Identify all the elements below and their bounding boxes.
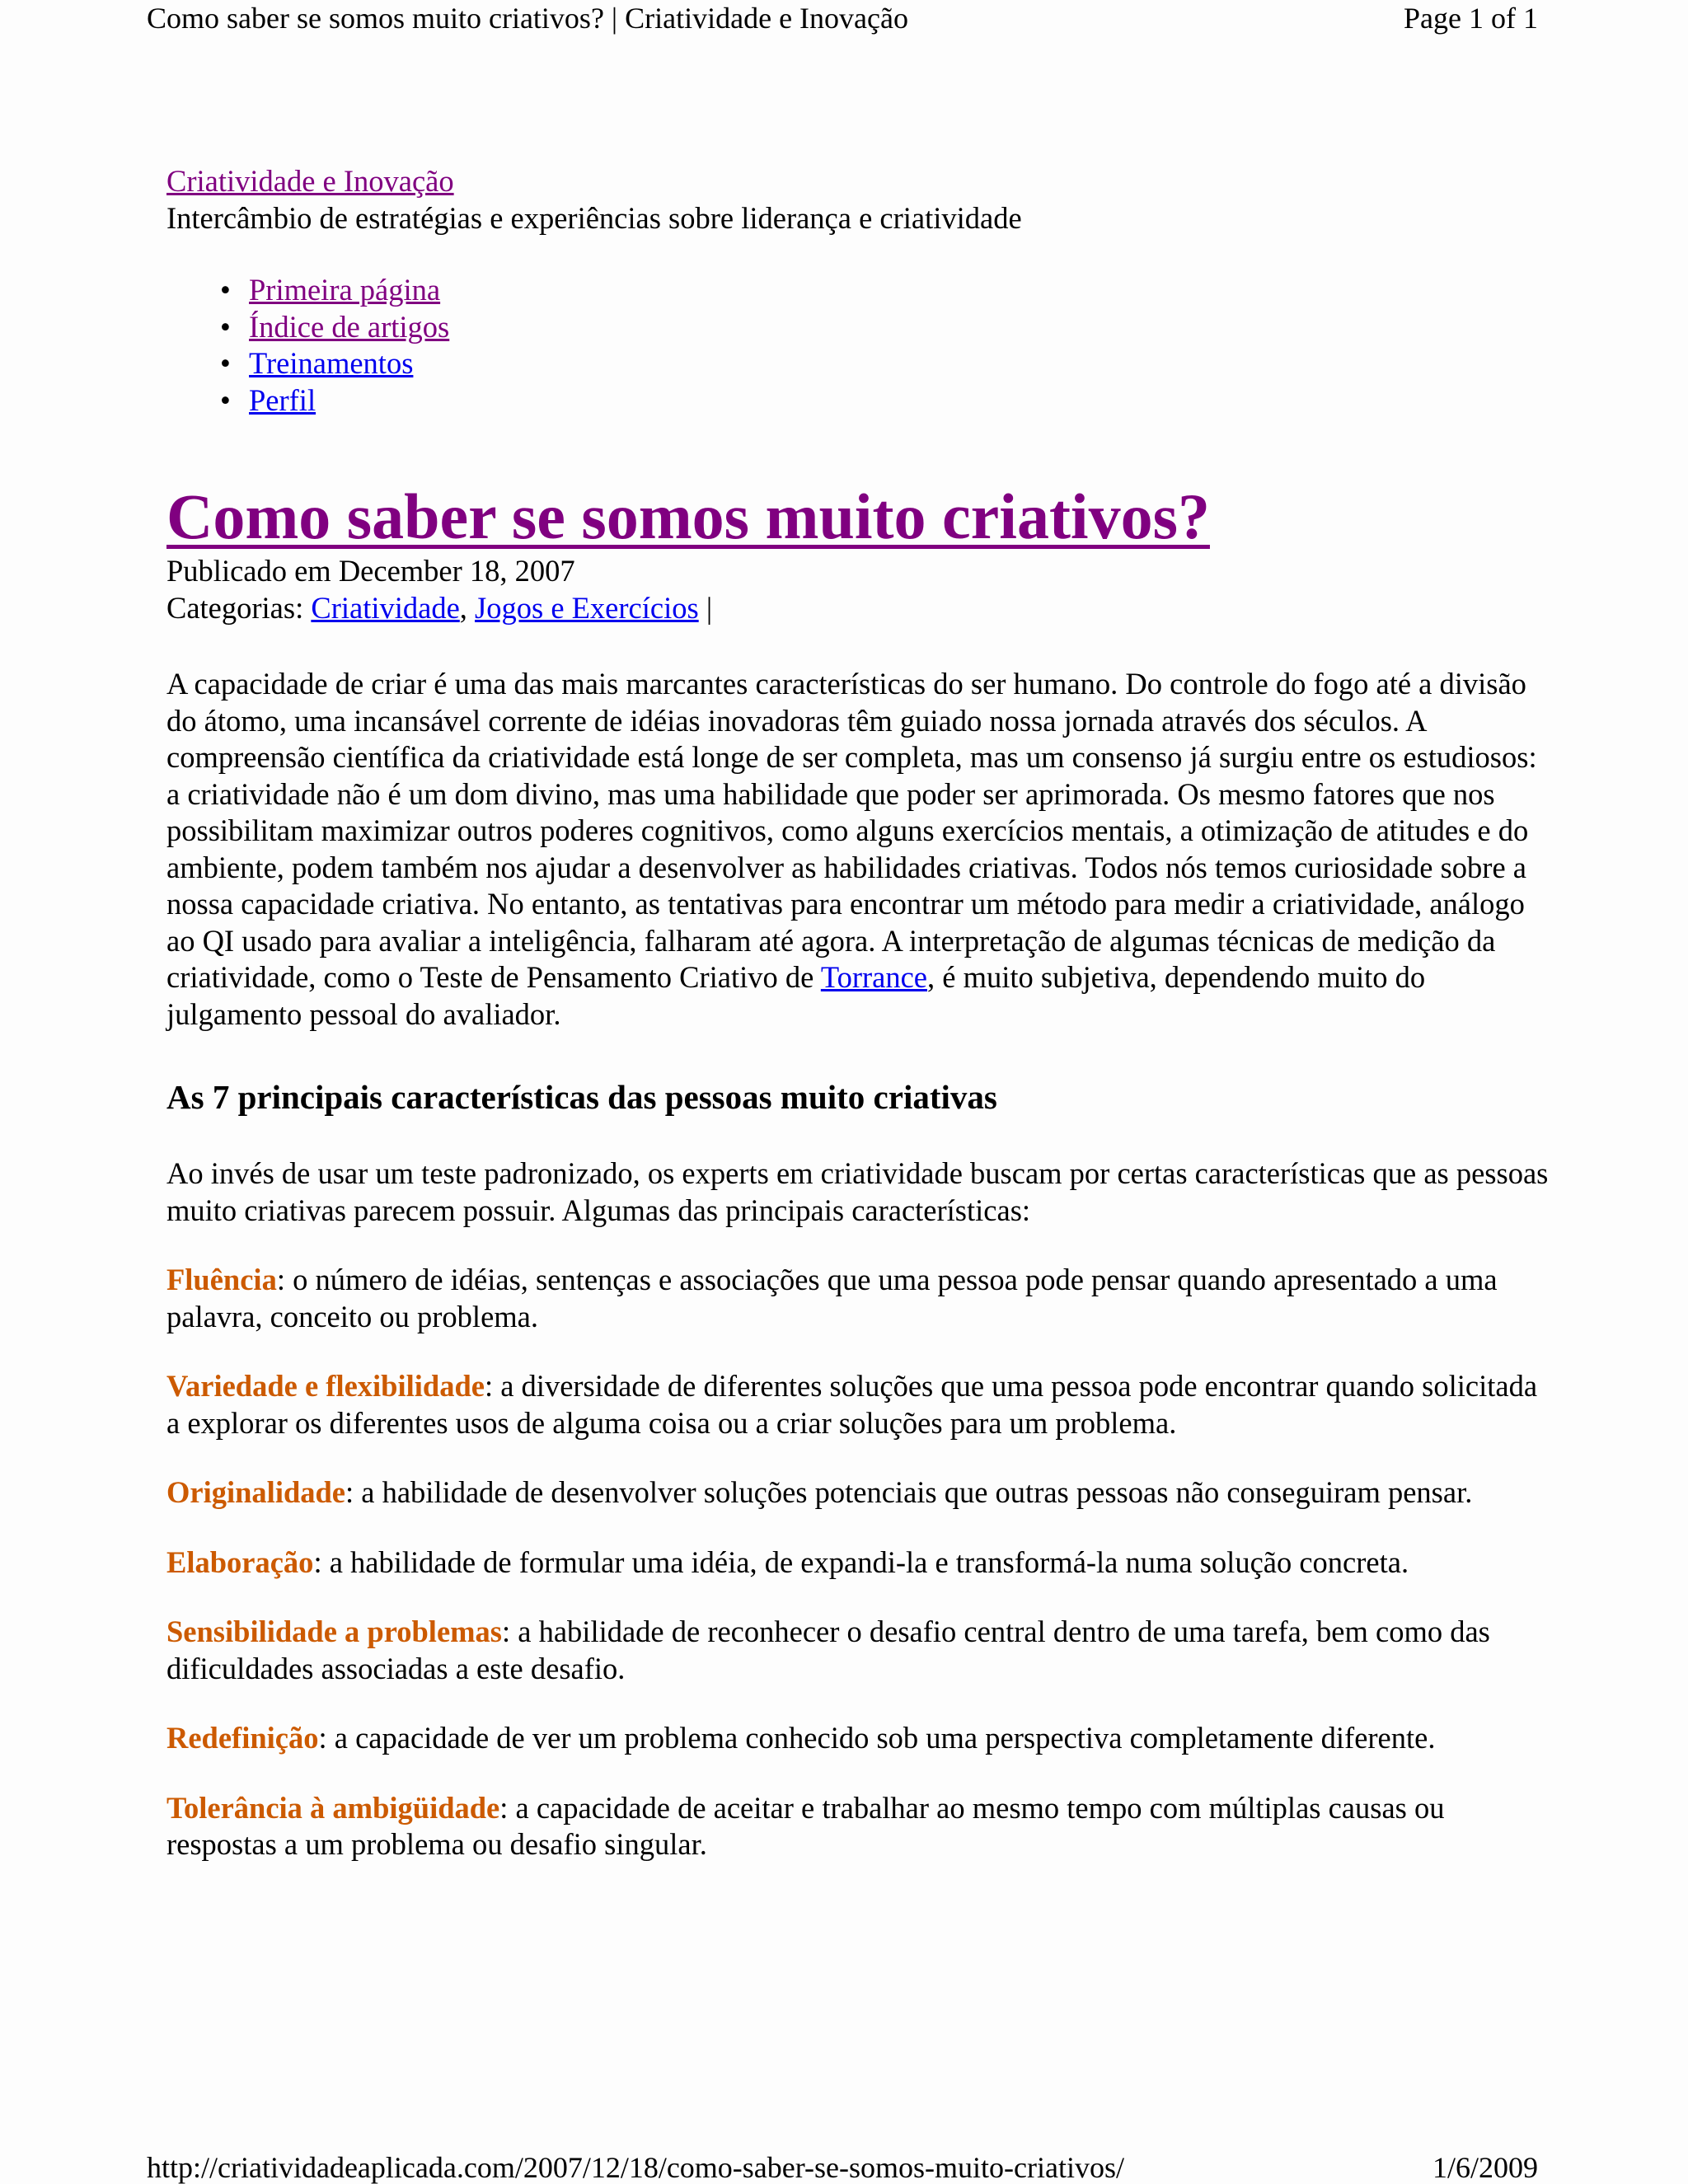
- trait-desc: : a habilidade de desenvolver soluções potenciais que outras pessoas não conseguiram pensar.: [345, 1475, 1473, 1509]
- print-footer-url: http://criatividadeaplicada.com/2007/12/18/como-saber-se-somos-muito-criativos/: [147, 2151, 1124, 2184]
- trait-paragraph: [166, 1614, 1551, 1687]
- site-tagline: Intercâmbio de estratégias e experiências sobre liderança e criatividade: [166, 200, 1022, 235]
- post-published: Publicado em December 18, 2007: [166, 554, 575, 588]
- section-heading: As 7 principais características das pessoas muito criativas: [166, 1078, 997, 1116]
- trait-desc: : a habilidade de reconhecer o desafio central dentro de uma tarefa, bem como das dificuldades associadas a este desafio.: [166, 1615, 1490, 1685]
- print-header-title: Como saber se somos muito criativos? | Criatividade e Inovação: [147, 2, 908, 35]
- trait-paragraph: [166, 1544, 1551, 1582]
- post-body-paragraph: [166, 666, 1551, 1033]
- trait-paragraph: [166, 1368, 1551, 1441]
- trait-name: Originalidade: [166, 1475, 346, 1509]
- trait-desc: : a capacidade de aceitar e trabalhar ao mesmo tempo com múltiplas causas ou respostas a um problema ou desafio singular.: [166, 1790, 1445, 1861]
- post-meta: [166, 553, 1551, 626]
- nav-link-primeira-pagina[interactable]: Primeira página: [249, 273, 441, 307]
- categories-tail: |: [698, 590, 713, 625]
- nav-item: [166, 345, 1551, 382]
- trait-paragraph: [166, 1720, 1551, 1757]
- nav-menu: [166, 272, 1551, 419]
- torrance-link[interactable]: Torrance: [820, 960, 927, 994]
- trait-desc: : a habilidade de formular uma idéia, de expandi-la e transformá-la numa solução concreta.: [313, 1544, 1409, 1579]
- trait-paragraph: [166, 1790, 1551, 1863]
- bullet-icon: •: [220, 309, 231, 344]
- trait-name: Fluência: [166, 1263, 277, 1296]
- post-title-link[interactable]: Como saber se somos muito criativos?: [166, 480, 1210, 552]
- bullet-icon: •: [220, 346, 231, 380]
- bullet-icon: •: [220, 273, 231, 307]
- trait-name: Elaboração: [166, 1544, 314, 1579]
- nav-link-indice-de-artigos[interactable]: Índice de artigos: [249, 309, 450, 344]
- post-title: [166, 480, 1551, 553]
- trait-desc: : a diversidade de diferentes soluções que uma pessoa pode encontrar quando solicitada a explorar os diferentes usos de alguma coisa ou a criar soluções para um problema.: [166, 1369, 1538, 1440]
- section-intro: Ao invés de usar um teste padronizado, os experts em criatividade buscam por certas características que as pessoas muito criativas parecem possuir. Algumas das principais características:: [166, 1156, 1549, 1227]
- nav-item: [166, 382, 1551, 419]
- trait-paragraph: [166, 1474, 1551, 1511]
- category-link-criatividade[interactable]: Criatividade: [311, 590, 460, 625]
- site-title-link[interactable]: Criatividade e Inovação: [166, 164, 454, 198]
- nav-item: [166, 272, 1551, 309]
- categories-label: Categorias:: [166, 590, 312, 625]
- body-text-end: , é muito subjetiva, dependendo muito do julgamento pessoal do avaliador.: [166, 960, 1426, 1031]
- category-link-jogos-e-exercicios[interactable]: Jogos e Exercícios: [475, 590, 699, 625]
- body-text-start: A capacidade de criar é uma das mais marcantes características do ser humano. Do controle do fogo até a divisão do átomo, uma incansável corrente de idéias inovadoras têm guiado nossa jornada através dos séculos. A compreensão científica da criatividade está longe de ser completa, mas um consenso já surgiu entre os estudiosos: a criatividade não é um dom divino, mas uma habilidade que poder ser aprimorada. Os mesmo fatores que nos possibilitam maximizar outros poderes cognitivos, como alguns exercícios mentais, a otimização de atitudes e do ambiente, podem também nos ajudar a desenvolver as habilidades criativas. Todos nós temos curiosidade sobre a nossa capacidade criativa. No entanto, as tentativas para encontrar um método para medir a criatividade, análogo ao QI usado para avaliar a inteligência, falharam até agora. A interpretação de algumas técnicas de medição da criatividade, como o Teste de Pensamento Criativo de: [166, 667, 1537, 994]
- bullet-icon: •: [220, 382, 231, 417]
- trait-desc: : a capacidade de ver um problema conhecido sob uma perspectiva completamente diferente.: [318, 1721, 1436, 1755]
- page-content: [166, 163, 1551, 1863]
- trait-name: Variedade e flexibilidade: [166, 1369, 485, 1403]
- trait-name: Sensibilidade a problemas: [166, 1615, 503, 1648]
- trait-desc: : o número de idéias, sentenças e associações que uma pessoa pode pensar quando apresentado a uma palavra, conceito ou problema.: [166, 1263, 1498, 1333]
- trait-name: Redefinição: [166, 1721, 319, 1755]
- nav-item: [166, 309, 1551, 346]
- print-footer-date: 1/6/2009: [1432, 2151, 1538, 2184]
- categories-separator: ,: [459, 590, 476, 625]
- print-header-page: Page 1 of 1: [1404, 2, 1538, 35]
- nav-link-treinamentos[interactable]: Treinamentos: [249, 346, 414, 380]
- trait-name: Tolerância à ambigüidade: [166, 1790, 500, 1825]
- trait-paragraph: [166, 1262, 1551, 1335]
- nav-link-perfil[interactable]: Perfil: [249, 382, 316, 417]
